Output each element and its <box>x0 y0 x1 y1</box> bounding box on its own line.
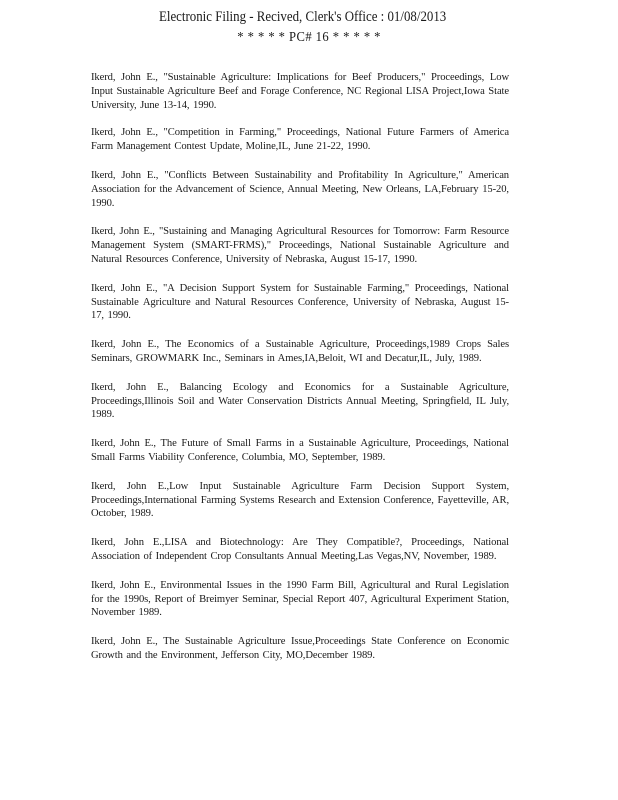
reference-item: Ikerd, John E., "Conflicts Between Sustainability and Profitability In Agriculture," American Association for the Advancement of Science, Annual Meeting, New Orleans, LA,February 15-20, 1990. <box>91 169 509 209</box>
filing-stamp-title <box>37 9 568 26</box>
reference-item: Ikerd, John E., The Economics of a Sustainable Agriculture, Proceedings,1989 Crops Sales Seminars, GROWMARK Inc., Seminars in Ames,IA,Beloit, WI and Decatur,IL, July, 1989. <box>91 339 509 364</box>
pc-number-line <box>31 30 587 46</box>
pc-number-text: * * * * * PC# 16 * * * * * <box>237 30 381 45</box>
reference-item: Ikerd, John E., "Competition in Farming," Proceedings, National Future Farmers of America Farm Management Contest Update, Moline,IL, June 21-22, 1990. <box>91 127 509 153</box>
filing-stamp-title-text: Electronic Filing - Recived, Clerk's Office : 01/08/2013 <box>158 9 447 25</box>
reference-item: Ikerd, John E., "A Decision Support System for Sustainable Farming," Proceedings, National Sustainable Agriculture and Natural Resources Conference, University of Nebraska, August 15-17, 1990. <box>91 282 509 322</box>
reference-item: Ikerd, John E., "Sustainable Agriculture: Implications for Beef Producers," Proceedings, Low Input Sustainable Agriculture Beef and Forage Conference, NC Regional LISA Project,Iowa State University, June 13-14, 1990. <box>91 72 509 111</box>
reference-item: Ikerd, John E., The Sustainable Agriculture Issue,Proceedings State Conference on Economic Growth and the Environment, Jefferson City, MO,December 1989. <box>91 636 509 661</box>
reference-item: Ikerd, John E., Environmental Issues in the 1990 Farm Bill, Agricultural and Rural Legislation for the 1990s, Report of Breimyer Seminar, Special Report 407, Agricultural Experiment Station, November 1989. <box>91 579 509 619</box>
reference-item: Ikerd, John E.,Low Input Sustainable Agriculture Farm Decision Support System, Proceedings,International Farming Systems Research and Extension Conference, Fayetteville, AR, October, 1989. <box>91 480 509 520</box>
reference-list <box>91 71 509 678</box>
reference-item: Ikerd, John E.,LISA and Biotechnology: Are They Compatible?, Proceedings, National Association of Independent Crop Consultants Annual Meeting,Las Vegas,NV, November, 1989. <box>91 537 509 562</box>
reference-item: Ikerd, John E., The Future of Small Farms in a Sustainable Agriculture, Proceedings, National Small Farms Viability Conference, Columbia, MO, September, 1989. <box>91 438 509 463</box>
reference-item: Ikerd, John E., Balancing Ecology and Economics for a Sustainable Agriculture, Proceedings,Illinois Soil and Water Conservation Districts Annual Meeting, Springfield, IL July, 1989. <box>91 381 509 421</box>
reference-item: Ikerd, John E., "Sustaining and Managing Agricultural Resources for Tomorrow: Farm Resource Management System (SMART-FRMS)," Proceedings, National Sustainable Agriculture and Natural Resources Conference, University of Nebraska, August 15-17, 1990. <box>91 226 509 265</box>
